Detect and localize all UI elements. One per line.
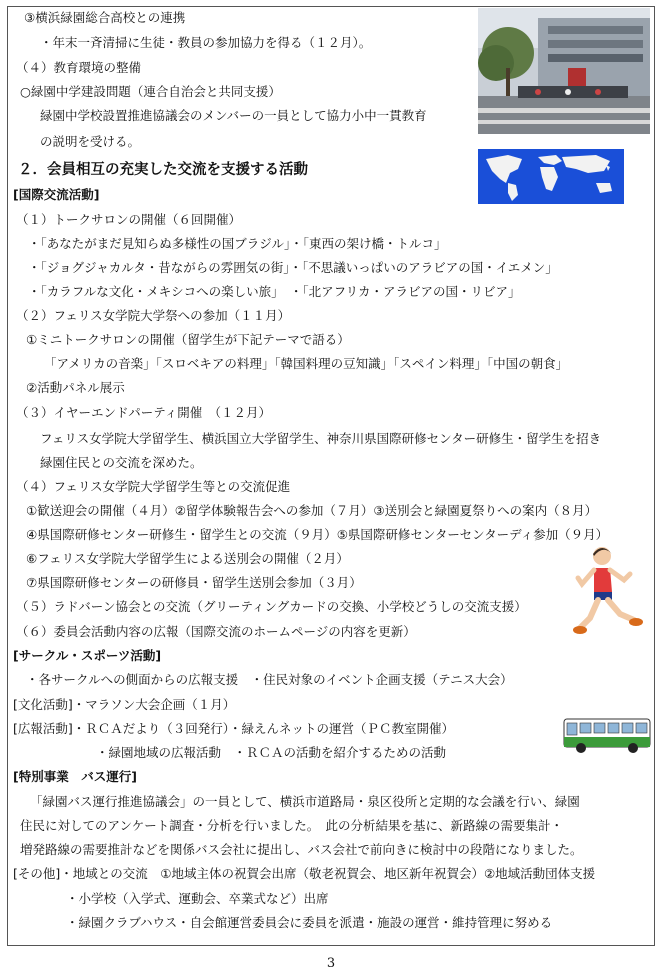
line-panel: ②活動パネル展示 [26, 380, 125, 395]
line-explanation: の説明を受ける。 [40, 134, 141, 149]
intl-exchange-heading: [国際交流活動] [13, 187, 100, 202]
line-events-1: ①歓送迎会の開催（４月）②留学体験報告会への参加（７月）③送別会と緑園夏祭りへの案内（８月） [26, 503, 598, 518]
line-bus-1: 「緑園バス運行推進協議会」の一員として、横浜市道路局・泉区役所と定期的な会議を行い、緑園 [30, 794, 580, 809]
line-other-1: [その他]・地域との交流 ①地域主体の祝賀会出席（敬老祝賀会、地区新年祝賀会）②地域活動団体支援 [13, 866, 596, 881]
line-mini-salon: ①ミニトークサロンの開催（留学生が下記テーマで語る） [26, 332, 350, 347]
line-pr-committee: （６）委員会活動内容の広報（国際交流のホームページの内容を更新） [16, 624, 416, 639]
runner-illustration [572, 544, 644, 640]
line-yokohama-school: ③横浜緑園総合高校との連携 [24, 10, 186, 25]
line-talk-salon: （１）トークサロンの開催（６回開催） [16, 212, 242, 227]
line-themes: 「アメリカの音楽」「スロベキアの料理」「韓国料理の豆知識」「スペイン料理」「中国の朝食」 [44, 356, 569, 371]
line-culture: [文化活動]・マラソン大会企画（１月） [13, 697, 236, 712]
line-bus-2: 住民に対してのアンケート調査・分析を行いました。 此の分析結果を基に、新路線の需要集計・ [20, 818, 564, 833]
line-party-guests: フェリス女学院大学留学生、横浜国立大学留学生、神奈川県国際研修センター研修生・留学生を招き [40, 431, 602, 446]
street-photo [478, 8, 650, 134]
line-other-3: ・緑園クラブハウス・自会館運営委員会に委員を派遣・施設の運営・維持管理に努める [66, 915, 553, 930]
line-salon-yogyakarta: ・「ジョグジャカルタ・昔ながらの雰囲気の街」・「不思議いっぱいのアラビアの国・イエメン」 [28, 260, 558, 275]
page-number: 3 [326, 956, 336, 971]
line-cleanup: ・年末一斉清掃に生徒・教員の参加協力を得る（１２月）。 [40, 35, 372, 50]
line-radburn: （５）ラドバーン協会との交流（グリーティングカードの交換、小学校どうしの交流支援） [16, 599, 527, 614]
bus-illustration [563, 717, 653, 755]
line-circle-support: ・各サークルへの側面からの広報支援 ・住民対象のイベント企画支援（テニス大会） [26, 672, 513, 687]
line-pr-2: ・緑園地域の広報活動 ・ＲＣＡの活動を紹介するための活動 [96, 745, 447, 760]
circle-sports-heading: [サークル・スポーツ活動] [13, 648, 162, 663]
world-map-image [478, 149, 624, 204]
line-party-result: 緑園住民との交流を深めた。 [40, 455, 203, 470]
line-council-member: 緑園中学校設置推進協議会のメンバーの一員として協力小中一貫教育 [40, 108, 427, 123]
line-events-4: ⑦県国際研修センターの研修員・留学生送別会参加（３月） [26, 575, 362, 590]
line-education-env: （４）教育環境の整備 [16, 60, 142, 75]
line-salon-brazil: ・「あなたがまだ見知らぬ多様性の国ブラジル」・「東西の架け橋・トルコ」 [28, 236, 447, 251]
line-junior-high: ○緑園中学建設問題（連合自治会と共同支援） [20, 84, 281, 99]
line-pr-1: [広報活動]・ＲＣＡだより（３回発行）・緑えんネットの運営（ＰＣ教室開催） [13, 721, 455, 736]
special-project-heading: [特別事業 バス運行] [13, 769, 137, 784]
line-salon-mexico: ・「カラフルな文化・メキシコへの楽しい旅」 ・「北アフリカ・アラビアの国・リビア」 [28, 284, 521, 299]
line-other-2: ・小学校（入学式、運動会、卒業式など）出席 [66, 891, 329, 906]
line-bus-3: 増発路線の需要推計などを関係バス会社に提出し、バス会社で前向きに検討中の段階になりました。 [20, 842, 583, 857]
section-2-heading: ２．会員相互の充実した交流を支援する活動 [18, 162, 308, 178]
line-events-2: ④県国際研修センター研修生・留学生との交流（９月）⑤県国際研修センターセンターディ参加（９月） [26, 527, 609, 542]
line-year-end-party: （３）イヤーエンドパーティ開催 （１２月） [16, 405, 272, 420]
line-ferris-festival: （２）フェリス女学院大学祭への参加（１１月） [16, 308, 291, 323]
line-events-3: ⑥フェリス女学院大学留学生による送別会の開催（２月） [26, 551, 349, 566]
line-exchange-promotion: （４）フェリス女学院大学留学生等との交流促進 [16, 479, 291, 494]
